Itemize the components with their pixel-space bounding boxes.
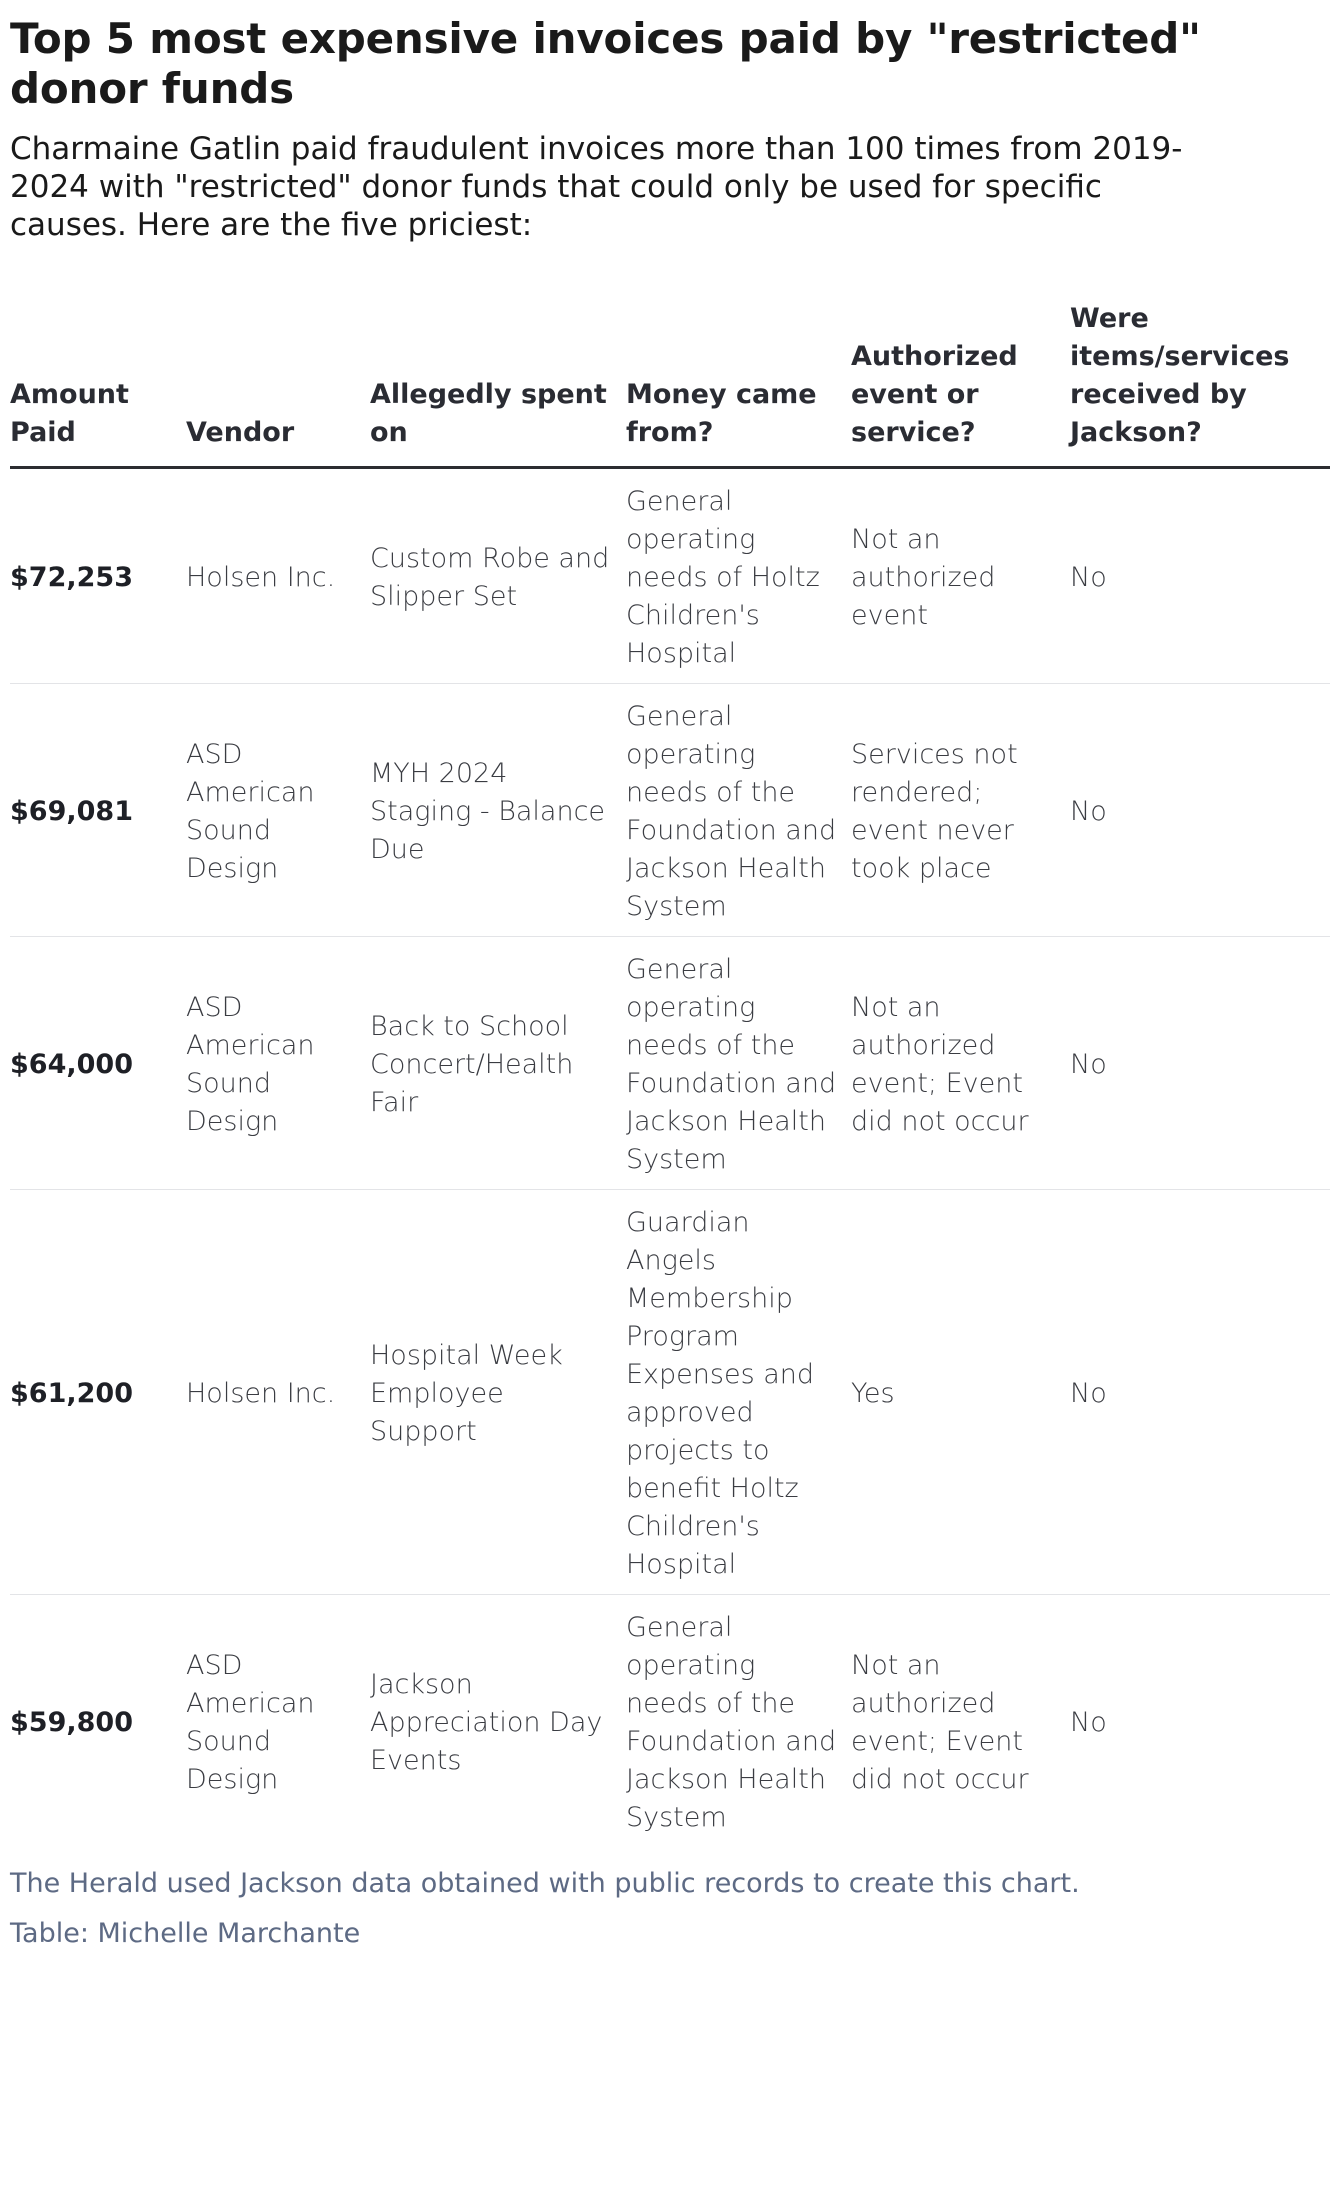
table-header-row [10, 300, 1330, 468]
column-header-amount[interactable]: Amount Paid [10, 300, 186, 468]
cell-amount: $72,253 [10, 468, 186, 684]
cell-authorized: Not an authorized event [851, 468, 1070, 684]
cell-authorized: Yes [851, 1190, 1070, 1595]
column-header-spent-on[interactable]: Allegedly spent on [370, 300, 626, 468]
source-credit: Table: Michelle Marchante [10, 1918, 361, 1949]
cell-received: No [1070, 937, 1330, 1190]
cell-amount: $61,200 [10, 1190, 186, 1595]
cell-vendor: Holsen Inc. [186, 1190, 370, 1595]
cell-received: No [1070, 468, 1330, 684]
cell-money-source: General operating needs of the Foundation and Jackson Health System [626, 684, 851, 937]
chart-title: Top 5 most expensive invoices paid by "restricted" donor funds [10, 14, 1201, 113]
cell-money-source: Guardian Angels Membership Program Expenses and approved projects to benefit Holtz Children's Hospital [626, 1190, 851, 1595]
chart-notes [10, 1867, 1220, 1951]
table-row [10, 468, 1330, 684]
cell-money-source: General operating needs of the Foundation and Jackson Health System [626, 1612, 837, 1833]
cell-money-source: General operating needs of the Foundation and Jackson Health System [626, 937, 851, 1190]
cell-received: No [1070, 684, 1330, 937]
cell-spent-on: Hospital Week Employee Support [370, 1190, 626, 1595]
table-row [10, 1595, 1330, 1848]
cell-vendor: Holsen Inc. [186, 468, 370, 684]
cell-spent-on: MYH 2024 Staging - Balance Due [370, 684, 626, 937]
cell-vendor: ASD American Sound Design [186, 937, 370, 1190]
data-table [10, 300, 1330, 1847]
cell-authorized: Not an authorized event; Event did not occur [851, 1650, 1029, 1795]
column-header-vendor[interactable]: Vendor [186, 300, 370, 468]
cell-amount: $59,800 [10, 1707, 133, 1738]
table-row [10, 937, 1330, 1190]
cell-spent-on: Back to School Concert/Health Fair [370, 937, 626, 1190]
cell-authorized: Services not rendered; event never took place [851, 684, 1070, 937]
cell-authorized: Not an authorized event; Event did not occur [851, 937, 1070, 1190]
column-header-received[interactable]: Were items/services received by Jackson? [1070, 300, 1330, 468]
cell-spent-on: Jackson Appreciation Day Events [370, 1669, 603, 1776]
cell-money-source: General operating needs of Holtz Children's Hospital [626, 468, 851, 684]
cell-vendor: ASD American Sound Design [186, 684, 370, 937]
cell-amount: $64,000 [10, 937, 186, 1190]
cell-vendor: ASD American Sound Design [186, 1650, 315, 1795]
column-header-money-source[interactable]: Money came from? [626, 300, 851, 468]
cell-received: No [1070, 1190, 1330, 1595]
table-row [10, 1190, 1330, 1595]
cell-amount: $69,081 [10, 684, 186, 937]
column-header-authorized[interactable]: Authorized event or service? [851, 300, 1070, 468]
cell-spent-on: Custom Robe and Slipper Set [370, 468, 626, 684]
table-viewport[interactable] [10, 300, 1290, 1847]
chart-subtitle: Charmaine Gatlin paid fraudulent invoices more than 100 times from 2019-2024 with "restricted" donor funds that could only be used for specific causes. Here are the five priciest: [10, 131, 1183, 243]
notes-text: The Herald used Jackson data obtained with public records to create this chart. [10, 1868, 1080, 1899]
table-row [10, 684, 1330, 937]
cell-received: No [1070, 1707, 1107, 1738]
